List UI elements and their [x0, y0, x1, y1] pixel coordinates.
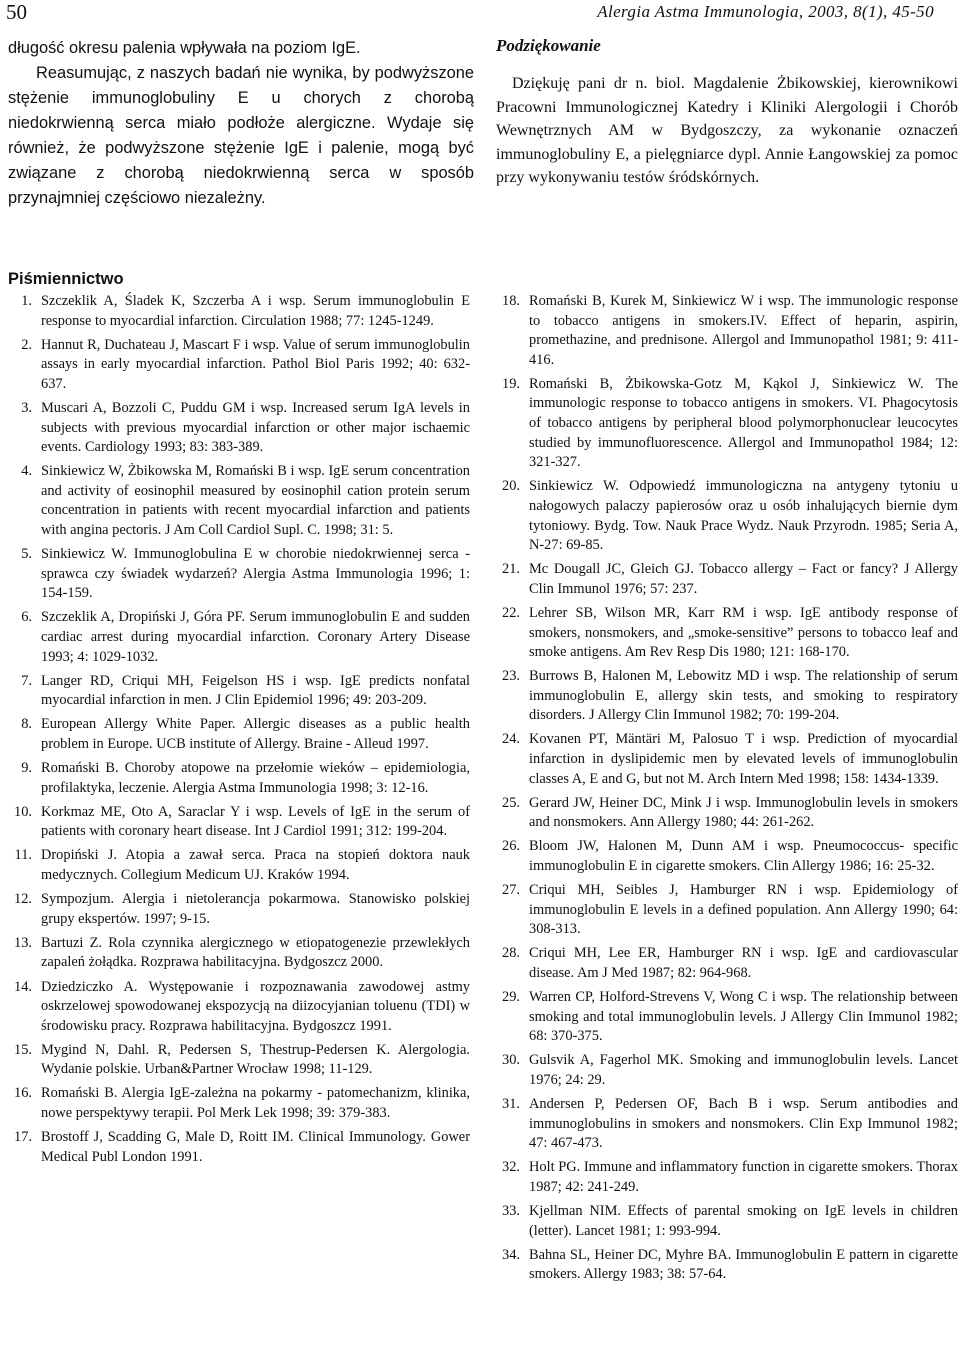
reference-item [496, 730, 958, 789]
reference-text: Dropiński J. Atopia a zawał serca. Praca na stopień doktora nauk medycznych. Collegium Medicum UJ. Kraków 1994. [41, 847, 470, 884]
reference-number: 23. [502, 668, 520, 685]
reference-number: 20. [502, 478, 520, 495]
reference-text: Warren CP, Holford-Strevens V, Wong C i wsp. The relationship between smoking and total immunoglobulin levels. J Allergy Clin Immunol 1982; 68: 370-375. [529, 989, 958, 1045]
reference-text: Bloom JW, Halonen M, Dunn AM i wsp. Pneumococcus- specific immunoglobulin E in cigarette smokers. Clin Allergy 1986; 16: 25-32. [529, 838, 958, 875]
reference-number: 24. [502, 731, 520, 748]
reference-text: Hannut R, Duchateau J, Mascart F i wsp. Value of serum immunoglobulin assays in early myocardial infarction. Pathol Biol Paris 1992; 40: 632-637. [41, 336, 470, 392]
reference-item [8, 292, 470, 331]
reference-item [8, 715, 470, 754]
reference-text: Szczeklik A, Dropiński J, Góra PF. Serum immunoglobulin E and sudden cardiac arrest during myocardial infarction. Coronary Artery Disease 1993; 4: 1029-1032. [41, 609, 470, 665]
reference-number: 7. [21, 672, 32, 689]
reference-number: 2. [21, 336, 32, 353]
reference-number: 1. [21, 293, 32, 309]
reference-number: 15. [14, 1041, 32, 1058]
reference-item [8, 1128, 470, 1167]
reference-number: 5. [21, 546, 32, 563]
reference-item [496, 1051, 958, 1090]
reference-text: Dziedziczko A. Występowanie i rozpoznawania zawodowej astmy oskrzelowej spowodowanej ekspozycją na diizocyjanian toluenu (TDI) w środowisku pracy. Rozprawa habilitacyjna. Bydgoszcz 1991. [41, 978, 470, 1034]
reference-item [496, 477, 958, 555]
references-column-left [8, 292, 470, 1172]
reference-number: 16. [14, 1085, 32, 1102]
reference-text: Szczeklik A, Śladek K, Szczerba A i wsp. Serum immunoglobulin E response to myocardial infarction. Circulation 1988; 77: 1245-1249. [41, 293, 470, 329]
reference-text: Gulsvik A, Fagerhol MK. Smoking and immunoglobulin levels. Lancet 1976; 24: 29. [529, 1052, 958, 1088]
reference-text: Romański B. Alergia IgE-zależna na pokarmy - patomechanizm, klinika, nowe perspektywy terapii. Pol Merk Lek 1998; 39: 379-383. [41, 1085, 470, 1122]
reference-item [8, 759, 470, 798]
reference-item [8, 608, 470, 667]
reference-text: Andersen P, Pedersen OF, Bach B i wsp. Serum antibodies and immunoglobulins in smokers and nonsmokers. Clin Exp Immunol 1982; 47: 467-473. [529, 1096, 958, 1152]
reference-number: 12. [14, 891, 32, 908]
reference-number: 26. [502, 838, 520, 855]
body-paragraph-continuation: długość okresu palenia wpływała na poziom IgE. [8, 39, 361, 57]
reference-text: Bahna SL, Heiner DC, Myhre BA. Immunoglobulin E pattern in cigarette smokers. Allergy 1983; 38: 57-64. [529, 1246, 958, 1283]
reference-number: 25. [502, 794, 520, 811]
reference-text: Mygind N, Dahl. R, Pedersen S, Thestrup-Pedersen K. Alergologia. Wydanie polskie. Urban&Partner Wrocław 1998; 11-129. [41, 1041, 470, 1078]
reference-item [8, 846, 470, 885]
reference-item [496, 1095, 958, 1154]
reference-number: 29. [502, 989, 520, 1006]
reference-item [8, 336, 470, 395]
reference-text: Muscari A, Bozzoli C, Puddu GM i wsp. Increased serum IgA levels in subjects with previous myocardial infarction or other major ischaemic events. Cardiology 1993; 83: 383-389. [41, 399, 470, 456]
references-column-right [496, 292, 958, 1289]
reference-number: 28. [502, 945, 520, 962]
reference-item [496, 1246, 958, 1285]
reference-item [496, 881, 958, 940]
reference-item [8, 462, 470, 540]
reference-text: Sympozjum. Alergia i nietolerancja pokarmowa. Stanowisko polskiej grupy ekspertów. 1997; 9-15. [41, 891, 470, 927]
reference-item [8, 1084, 470, 1123]
reference-number: 22. [502, 604, 520, 621]
reference-text: Langer RD, Criqui MH, Feigelson HS i wsp. IgE predicts nonfatal myocardial infarction in men. J Clin Epidemiol 1996; 49: 203-209. [41, 672, 470, 709]
acknowledgement-section [496, 36, 958, 190]
reference-item [8, 1041, 470, 1080]
reference-text: Sinkiewicz W. Immunoglobulina E w chorobie niedokrwiennej serca - sprawca czy świadek wydarzeń? Alergia Astma Immunologia 1996; 1: 154-159. [41, 546, 470, 602]
reference-number: 14. [14, 978, 32, 995]
reference-number: 10. [14, 803, 32, 820]
reference-item [496, 1158, 958, 1197]
reference-text: Mc Dougall JC, Gleich GJ. Tobacco allergy – Fact or fancy? J Allergy Clin Immunol 1976; 57: 237. [529, 561, 958, 597]
reference-item [496, 1202, 958, 1241]
body-paragraph-conclusion: Reasumując, z naszych badań nie wynika, by podwyższone stężenie immunoglobuliny E u chorych z chorobą niedokrwienną serca miało podłoże alergiczne. Wydaje się również, że podwyższone stężenie IgE i palenie, mogą być związane z chorobą niedokrwienną serca w sposób przynajmniej częściowo niezależny. [8, 64, 474, 207]
reference-item [8, 890, 470, 929]
reference-number: 9. [21, 760, 32, 777]
reference-number: 13. [14, 934, 32, 951]
reference-item [496, 375, 958, 473]
reference-text: Gerard JW, Heiner DC, Mink J i wsp. Immunoglobulin levels in smokers and nonsmokers. Ann Allergy 1980; 44: 261-262. [529, 794, 958, 831]
running-header-journal: Alergia Astma Immunologia, 2003, 8(1), 45-50 [597, 2, 934, 21]
reference-number: 21. [502, 561, 520, 578]
reference-text: European Allergy White Paper. Allergic diseases as a public health problem in Europe. UCB institute of Allergy. Braine - Alleud 1997. [41, 716, 470, 752]
reference-text: Sinkiewicz W. Odpowiedź immunologiczna na antygeny tytoniu u nałogowych palaczy papierosów oraz u osób inhalujących biernie dym tytoniowy. Bydg. Tow. Nauk Prace Wydz. Nauk Przyrodn. 1985; Seria A, N-27: 69-85. [529, 478, 958, 554]
reference-text: Romański B, Żbikowska-Gotz M, Kąkol J, Sinkiewicz W. The immunologic response to tobacco antigens in smokers. VI. Phagocytosis of tobacco antigens by peripheral blood polymorphonuclear leucocytes studied by immunofluorescence. Allergol and Immunopathol 1984; 12: 321-327. [529, 375, 958, 471]
reference-item [8, 545, 470, 604]
acknowledgement-text: Dziękuję pani dr n. biol. Magdalenie Żbikowskiej, kierownikowi Pracowni Immunologicznej Katedry i Kliniki Alergologii i Chorób Wewnętrznych AM w Bydgoszczy, za wykonanie oznaczeń immunoglobuliny E, a pielęgniarce dypl. Annie Łangowskiej za pomoc przy wykonywaniu testów śródskórnych. [496, 75, 958, 186]
reference-number: 34. [502, 1246, 520, 1263]
reference-number: 8. [21, 716, 32, 733]
reference-number: 32. [502, 1159, 520, 1176]
reference-number: 17. [14, 1129, 32, 1146]
reference-text: Criqui MH, Seibles J, Hamburger RN i wsp. Epidemiology of immunoglobulin E levels in a defined population. Ann Allergy 1990; 64: 308-313. [529, 882, 958, 938]
body-column-left [8, 36, 474, 211]
reference-text: Korkmaz ME, Oto A, Saraclar Y i wsp. Levels of IgE in the serum of patients with coronary heart disease. Int J Cardiol 1991; 312: 199-204. [41, 803, 470, 840]
page-number: 50 [6, 0, 27, 24]
reference-text: Burrows B, Halonen M, Lebowitz MD i wsp. The relationship of serum immunoglobulin E, allergy skin tests, and smoking to respiratory disorders. J Allergy Clin Immunol 1982; 70: 199-204. [529, 668, 958, 724]
references-heading: Piśmiennictwo [8, 270, 124, 288]
reference-text: Criqui MH, Lee ER, Hamburger RN i wsp. IgE and cardiovascular disease. Am J Med 1987; 82: 964-968. [529, 945, 958, 981]
reference-item [496, 988, 958, 1047]
reference-text: Sinkiewicz W, Żbikowska M, Romański B i wsp. IgE serum concentration and activity of eosinophil measured by eosinophil cation protein serum concentration in patients with recent myocardial infarction and patients with angina pectoris. J Am Coll Cardiol Supl. C. 1998; 31: 5. [41, 463, 470, 539]
reference-text: Bartuzi Z. Rola czynnika alergicznego w etiopatogenezie przewlekłych zapaleń żołądka. Rozprawa habilitacyjna. Bydgoszcz 2000. [41, 934, 470, 971]
reference-number: 4. [21, 463, 32, 480]
reference-item [496, 667, 958, 726]
reference-item [8, 399, 470, 458]
reference-text: Kjellman NIM. Effects of parental smoking on IgE levels in children (letter). Lancet 1981; 1: 993-994. [529, 1203, 958, 1239]
reference-text: Lehrer SB, Wilson MR, Karr RM i wsp. IgE antibody response of smokers, nonsmokers, and „smoke-sensitive” persons to tobacco leaf and smoke antigens. Am Rev Resp Dis 1980; 121: 168-170. [529, 604, 958, 661]
reference-number: 11. [14, 847, 32, 864]
reference-number: 31. [502, 1096, 520, 1113]
reference-text: Kovanen PT, Mäntäri M, Palosuo T i wsp. Prediction of myocardial infarction in dyslipidemic men by elevated levels of immunoglobulin classes A, E and G, but not M. Arch Intern Med 1998; 158: 1434-1339. [529, 731, 958, 787]
reference-item [496, 837, 958, 876]
acknowledgement-title: Podziękowanie [496, 36, 601, 55]
reference-number: 19. [502, 375, 520, 392]
reference-item [8, 672, 470, 711]
reference-item [496, 560, 958, 599]
reference-number: 6. [21, 609, 32, 626]
reference-number: 30. [502, 1052, 520, 1069]
reference-item [8, 978, 470, 1037]
reference-number: 33. [502, 1203, 520, 1220]
page-header [0, 0, 960, 30]
reference-text: Romański B. Choroby atopowe na przełomie wieków – epidemiologia, profilaktyka, leczenie. Alergia Astma Immunologia 1998; 3: 12-16. [41, 760, 470, 796]
reference-number: 3. [21, 399, 32, 416]
reference-item [496, 794, 958, 833]
reference-item [496, 604, 958, 663]
reference-item [496, 944, 958, 983]
reference-item [8, 934, 470, 973]
reference-number: 27. [502, 882, 520, 899]
reference-number: 18. [502, 293, 520, 309]
reference-item [496, 292, 958, 370]
reference-text: Holt PG. Immune and inflammatory function in cigarette smokers. Thorax 1987; 42: 241-249. [529, 1159, 958, 1195]
reference-text: Romański B, Kurek M, Sinkiewicz W i wsp. The immunologic response to tobacco antigens in smokers.IV. Effect of heparin, aspirin, promethazine, and prednisone. Allergol and Immunopathol 1981; 9: 411-416. [529, 293, 958, 368]
reference-item [8, 803, 470, 842]
reference-text: Brostoff J, Scadding G, Male D, Roitt IM. Clinical Immunology. Gower Medical Publ London 1991. [41, 1129, 470, 1165]
